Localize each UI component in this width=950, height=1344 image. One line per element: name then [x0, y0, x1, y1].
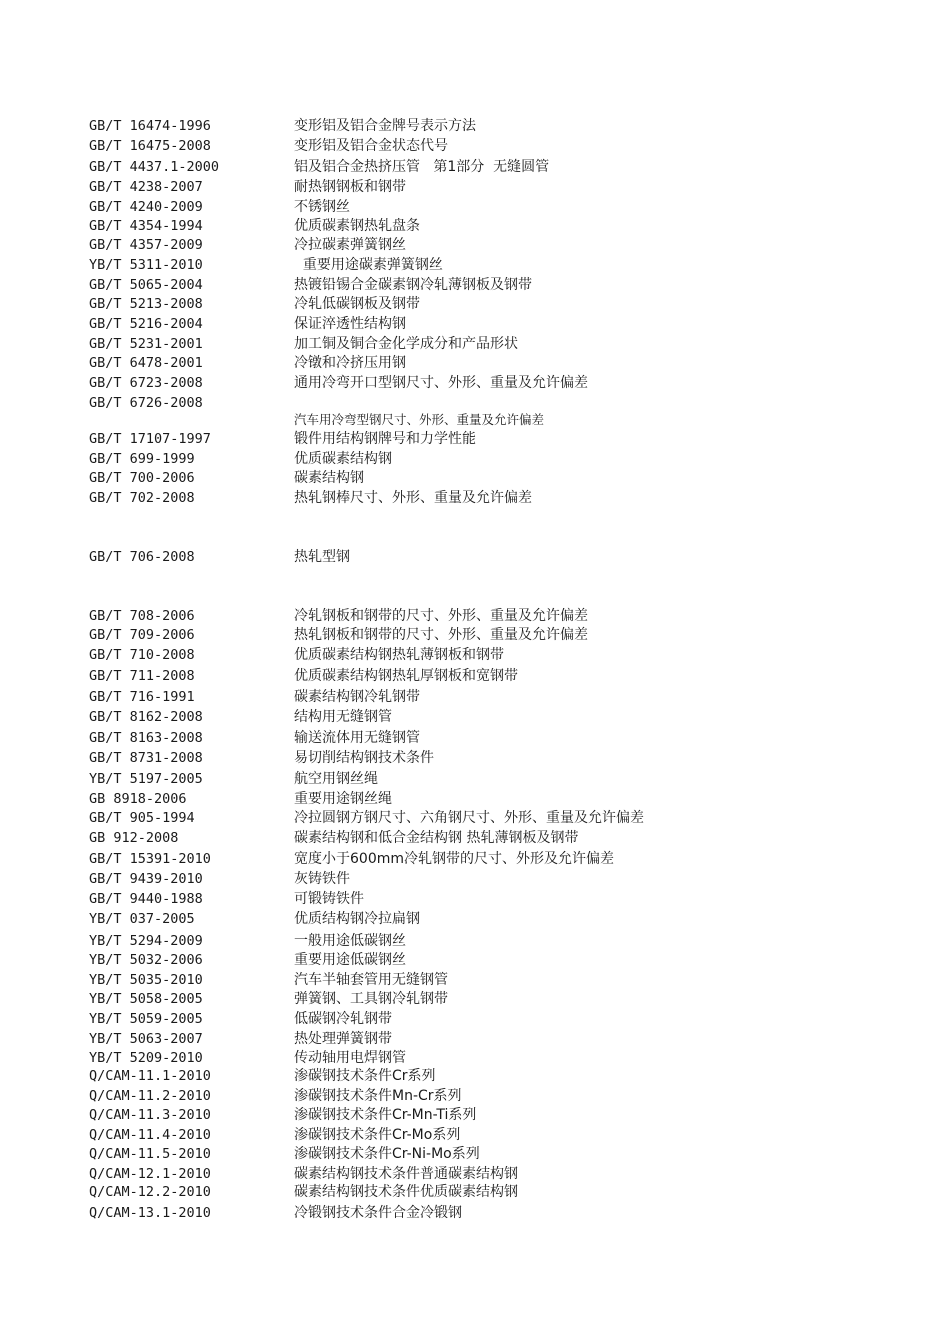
- standard-name: 变形铝及铝合金牌号表示方法: [294, 118, 476, 134]
- table-row: [0, 373, 950, 393]
- standard-name: 渗碳钢技术条件Cr-Mo系列: [294, 1127, 461, 1143]
- table-row: [0, 410, 950, 430]
- standard-code: GB/T 711-2008: [89, 668, 195, 684]
- table-row: [0, 666, 950, 686]
- standard-code: GB/T 8163-2008: [89, 730, 203, 746]
- standard-name: 优质碳素结构钢热轧薄钢板和钢带: [294, 647, 504, 663]
- standard-name: 热镀铅锡合金碳素钢冷轧薄钢板及钢带: [294, 277, 532, 293]
- standard-name: 碳素结构钢: [294, 470, 364, 486]
- table-row: [0, 314, 950, 334]
- standard-name: 渗碳钢技术条件Cr系列: [294, 1068, 436, 1084]
- standard-name: 汽车半轴套管用无缝钢管: [294, 972, 448, 988]
- table-row: [0, 789, 950, 809]
- standard-code: YB/T 037-2005: [89, 911, 195, 927]
- standard-code: GB/T 6723-2008: [89, 375, 203, 391]
- table-row: [0, 429, 950, 449]
- table-row: [0, 606, 950, 626]
- standard-code: GB/T 5065-2004: [89, 277, 203, 293]
- standard-name: 灰铸铁件: [294, 871, 350, 887]
- table-row: [0, 989, 950, 1009]
- standard-code: YB/T 5209-2010: [89, 1050, 203, 1066]
- table-row: [0, 828, 950, 848]
- table-row: [0, 931, 950, 951]
- standard-code: GB/T 700-2006: [89, 470, 195, 486]
- table-row: [0, 687, 950, 707]
- standard-code: GB 912-2008: [89, 830, 179, 846]
- table-row: [0, 909, 950, 929]
- standard-code: YB/T 5032-2006: [89, 952, 203, 968]
- standard-name: 输送流体用无缝钢管: [294, 730, 420, 746]
- standard-code: GB/T 709-2006: [89, 627, 195, 643]
- standard-name: 渗碳钢技术条件Cr-Mn-Ti系列: [294, 1107, 477, 1123]
- table-row: [0, 748, 950, 768]
- table-row: [0, 889, 950, 909]
- standard-code: GB/T 706-2008: [89, 549, 195, 565]
- standard-name: 优质碳素结构钢热轧厚钢板和宽钢带: [294, 668, 518, 684]
- standard-name: 冷轧钢板和钢带的尺寸、外形、重量及允许偏差: [294, 608, 588, 624]
- table-row: [0, 808, 950, 828]
- standard-code: GB/T 6478-2001: [89, 355, 203, 371]
- standard-name: 航空用钢丝绳: [294, 771, 378, 787]
- standard-code: YB/T 5063-2007: [89, 1031, 203, 1047]
- standard-name: 易切削结构钢技术条件: [294, 750, 434, 766]
- standard-code: Q/CAM-11.3-2010: [89, 1107, 211, 1123]
- standard-name: 汽车用冷弯型钢尺寸、外形、重量及允许偏差: [294, 412, 545, 427]
- table-row: [0, 970, 950, 990]
- standard-code: YB/T 5058-2005: [89, 991, 203, 1007]
- standard-code: GB/T 708-2006: [89, 608, 195, 624]
- table-row: [0, 1203, 950, 1223]
- standard-name: 热处理弹簧钢带: [294, 1031, 392, 1047]
- standard-name: 碳素结构钢技术条件普通碳素结构钢: [294, 1166, 518, 1182]
- table-row: [0, 334, 950, 354]
- standard-name: 重要用途低碳钢丝: [294, 952, 406, 968]
- standard-code: GB/T 702-2008: [89, 490, 195, 506]
- standard-name: 冷锻钢技术条件合金冷锻钢: [294, 1205, 462, 1221]
- table-row: [0, 1125, 950, 1145]
- table-row: [0, 849, 950, 869]
- standard-code: YB/T 5059-2005: [89, 1011, 203, 1027]
- standard-name: 渗碳钢技术条件Cr-Ni-Mo系列: [294, 1146, 480, 1162]
- standard-name: 冷拉碳素弹簧钢丝: [294, 237, 406, 253]
- standard-code: GB/T 4354-1994: [89, 218, 203, 234]
- standard-name: 重要用途钢丝绳: [294, 791, 392, 807]
- standard-name: 碳素结构钢和低合金结构钢 热轧薄钢板及钢带: [294, 830, 579, 846]
- standard-name: 冷拉圆钢方钢尺寸、六角钢尺寸、外形、重量及允许偏差: [294, 810, 644, 826]
- standard-code: Q/CAM-11.5-2010: [89, 1146, 211, 1162]
- standard-code: GB/T 9440-1988: [89, 891, 203, 907]
- table-row: [0, 1144, 950, 1164]
- table-row: [0, 625, 950, 645]
- standard-code: GB/T 699-1999: [89, 451, 195, 467]
- standard-code: GB/T 6726-2008: [89, 395, 203, 411]
- standard-name: 宽度小于600mm冷轧钢带的尺寸、外形及允许偏差: [294, 851, 614, 867]
- table-row: [0, 1105, 950, 1125]
- standard-name: 冷轧低碳钢板及钢带: [294, 296, 420, 312]
- standard-code: Q/CAM-12.1-2010: [89, 1166, 211, 1182]
- table-row: [0, 275, 950, 295]
- standard-name: 不锈钢丝: [294, 199, 350, 215]
- table-row: [0, 1164, 950, 1184]
- table-row: [0, 235, 950, 255]
- standard-name: 保证淬透性结构钢: [294, 316, 406, 332]
- standard-name: 结构用无缝钢管: [294, 709, 392, 725]
- table-row: [0, 255, 950, 275]
- standard-name: 低碳钢冷轧钢带: [294, 1011, 392, 1027]
- standard-name: 冷镦和冷挤压用钢: [294, 355, 406, 371]
- standard-code: Q/CAM-13.1-2010: [89, 1205, 211, 1221]
- table-row: [0, 177, 950, 197]
- standard-name: 耐热钢钢板和钢带: [294, 179, 406, 195]
- table-row: [0, 449, 950, 469]
- standard-code: GB/T 17107-1997: [89, 431, 211, 447]
- standard-name: 碳素结构钢技术条件优质碳素结构钢: [294, 1184, 518, 1200]
- table-row: [0, 1048, 950, 1068]
- table-row: [0, 294, 950, 314]
- standard-code: GB/T 5231-2001: [89, 336, 203, 352]
- standard-code: GB/T 4437.1-2000: [89, 159, 220, 175]
- standard-name: 传动轴用电焊钢管: [294, 1050, 406, 1066]
- table-row: [0, 869, 950, 889]
- table-row: [0, 1029, 950, 1049]
- standard-code: GB/T 8731-2008: [89, 750, 203, 766]
- standard-code: YB/T 5311-2010: [89, 257, 203, 273]
- standard-name: 热轧型钢: [294, 549, 350, 565]
- standard-code: Q/CAM-11.1-2010: [89, 1068, 211, 1084]
- standard-name: 一般用途低碳钢丝: [294, 933, 406, 949]
- standard-code: GB/T 9439-2010: [89, 871, 203, 887]
- standard-name: 锻件用结构钢牌号和力学性能: [294, 431, 476, 447]
- standard-code: GB/T 716-1991: [89, 689, 195, 705]
- standard-code: YB/T 5197-2005: [89, 771, 203, 787]
- table-row: [0, 1086, 950, 1106]
- table-row: [0, 1066, 950, 1086]
- standard-code: GB/T 4238-2007: [89, 179, 203, 195]
- standard-name: 变形铝及铝合金状态代号: [294, 138, 448, 154]
- standard-name: 热轧钢板和钢带的尺寸、外形、重量及允许偏差: [294, 627, 588, 643]
- standard-code: GB/T 5216-2004: [89, 316, 203, 332]
- standard-code: YB/T 5035-2010: [89, 972, 203, 988]
- table-row: [0, 468, 950, 488]
- standard-code: GB 8918-2006: [89, 791, 187, 807]
- table-row: [0, 728, 950, 748]
- standard-name: 通用冷弯开口型钢尺寸、外形、重量及允许偏差: [294, 375, 588, 391]
- table-row: [0, 1182, 950, 1202]
- standard-name: 渗碳钢技术条件Mn-Cr系列: [294, 1088, 462, 1104]
- standard-code: GB/T 4240-2009: [89, 199, 203, 215]
- table-row: [0, 488, 950, 508]
- standard-code: GB/T 4357-2009: [89, 237, 203, 253]
- standard-name: 弹簧钢、工具钢冷轧钢带: [294, 991, 448, 1007]
- standard-code: GB/T 5213-2008: [89, 296, 203, 312]
- standard-code: GB/T 710-2008: [89, 647, 195, 663]
- standard-name: 重要用途碳素弹簧钢丝: [294, 257, 443, 273]
- table-row: [0, 197, 950, 217]
- table-row: [0, 645, 950, 665]
- standard-name: 加工铜及铜合金化学成分和产品形状: [294, 336, 518, 352]
- table-row: [0, 769, 950, 789]
- table-row: [0, 157, 950, 177]
- table-row: [0, 136, 950, 156]
- standard-code: Q/CAM-11.2-2010: [89, 1088, 211, 1104]
- standard-code: Q/CAM-12.2-2010: [89, 1184, 211, 1200]
- table-row: [0, 950, 950, 970]
- standard-code: Q/CAM-11.4-2010: [89, 1127, 211, 1143]
- standard-name: 热轧钢棒尺寸、外形、重量及允许偏差: [294, 490, 532, 506]
- table-row: [0, 1009, 950, 1029]
- standard-code: YB/T 5294-2009: [89, 933, 203, 949]
- table-row: [0, 353, 950, 373]
- standard-name: 碳素结构钢冷轧钢带: [294, 689, 420, 705]
- standard-code: GB/T 15391-2010: [89, 851, 211, 867]
- standard-name: 铝及铝合金热挤压管 第1部分 无缝圆管: [294, 159, 550, 175]
- table-row: [0, 216, 950, 236]
- standard-name: 优质结构钢冷拉扁钢: [294, 911, 420, 927]
- standard-code: GB/T 905-1994: [89, 810, 195, 826]
- standard-code: GB/T 16475-2008: [89, 138, 211, 154]
- standard-code: GB/T 16474-1996: [89, 118, 211, 134]
- standard-name: 优质碳素钢热轧盘条: [294, 218, 420, 234]
- standard-code: GB/T 8162-2008: [89, 709, 203, 725]
- standard-name: 优质碳素结构钢: [294, 451, 392, 467]
- table-row: [0, 547, 950, 567]
- standard-name: 可锻铸铁件: [294, 891, 364, 907]
- table-row: [0, 116, 950, 136]
- table-row: [0, 707, 950, 727]
